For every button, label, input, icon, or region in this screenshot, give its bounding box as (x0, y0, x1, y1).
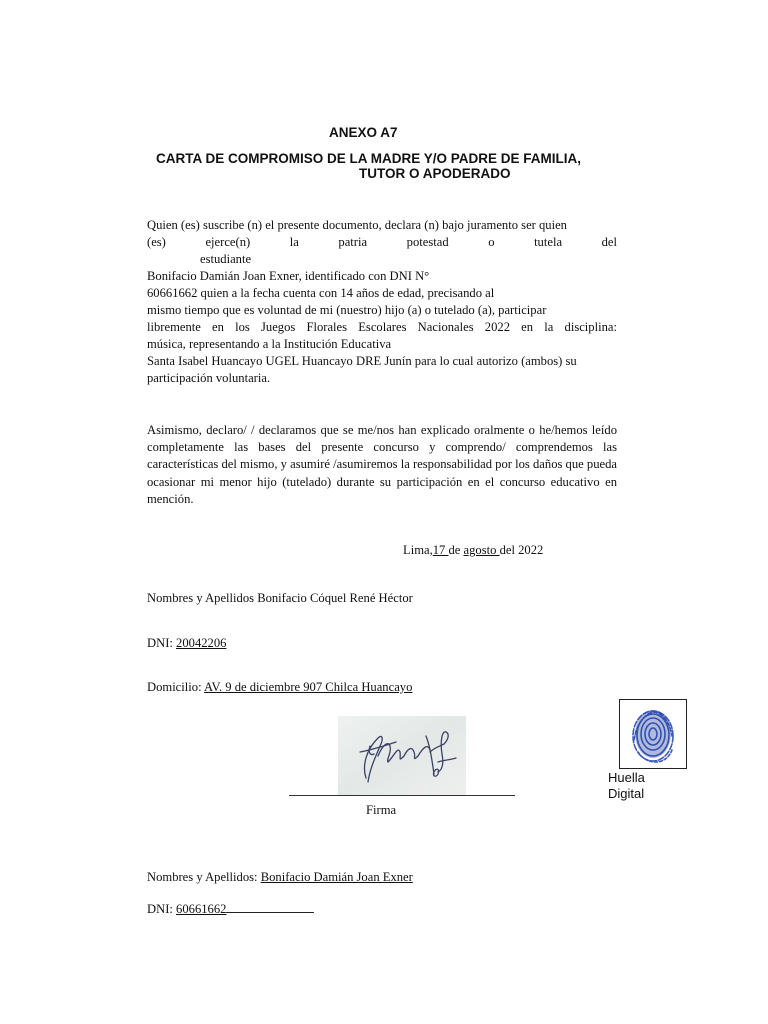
date-city: Lima, (403, 543, 433, 557)
para1-line10: participación voluntaria. (147, 371, 271, 385)
para1-line1: Quien (es) suscribe (n) el presente documento, declara (n) bajo juramento ser quien (147, 218, 567, 232)
parent-address (147, 679, 412, 696)
para1-line8: música, representando a la Institución Educativa (147, 337, 392, 351)
word: (es) (147, 235, 166, 249)
commitment-paragraph (147, 217, 617, 387)
word: tutela (534, 235, 563, 249)
dni-fill-line (226, 900, 314, 913)
parent-names: Nombres y Apellidos Bonifacio Cóquel René Héctor (147, 591, 413, 605)
date-month: agosto (463, 543, 500, 557)
parent-dni-value: 20042206 (176, 636, 227, 650)
fingerprint-label-line2: Digital (608, 786, 645, 801)
para1-line4: Bonifacio Damián Joan Exner, identificado con DNI N° (147, 269, 430, 283)
dni-label: DNI: (147, 636, 173, 650)
student-dni (147, 900, 314, 918)
word: del (601, 235, 617, 249)
para1-line6: mismo tiempo que es voluntad de mi (nuestro) hijo (a) o tutelado (a), participar (147, 303, 547, 317)
student-names (147, 869, 413, 886)
para1-line9: Santa Isabel Huancayo UGEL Huancayo DRE Junín para lo cual autorizo (ambos) su (147, 354, 577, 368)
fingerprint-icon (620, 700, 686, 768)
declaration-paragraph: Asimismo, declaro/ / declaramos que se me/nos han explicado oralmente o he/hemos leído completamente las bases del presente concurso y comprendo/ comprendemos las características del mismo, y asumiré /asumiremos la responsabilidad por los daños que pueda ocasionar mi menor hijo (tutelado) durante su participación en el concurso educativo en mención. (147, 423, 617, 506)
para1-line5: 60661662 quien a la fecha cuenta con 14 años de edad, precisando al (147, 286, 495, 300)
address-label: Domicilio: (147, 680, 202, 694)
date-day: 17 (432, 543, 449, 557)
student-names-value: Bonifacio Damián Joan Exner (260, 870, 413, 884)
date-year: del 2022 (499, 543, 544, 557)
date-de: de (448, 543, 464, 557)
signature-line (289, 795, 515, 796)
parent-address-value: AV. 9 de diciembre 907 Chilca Huancayo (204, 680, 413, 694)
para1-line2 (147, 234, 617, 251)
fingerprint-box (619, 699, 687, 769)
signature-image (338, 716, 466, 796)
word: ejerce(n) (205, 235, 251, 249)
signature-label: Firma (366, 803, 397, 817)
letter-title-line2: TUTOR O APODERADO (359, 166, 511, 181)
word: la (289, 235, 299, 249)
annex-title: ANEXO A7 (329, 125, 398, 140)
para1-line3: estudiante (200, 252, 252, 266)
letter-title-line1: CARTA DE COMPROMISO DE LA MADRE Y/O PADRE DE FAMILIA, (156, 151, 582, 166)
word: patria (338, 235, 368, 249)
date-line (403, 542, 543, 559)
student-dni-value: 60661662 (176, 902, 227, 916)
fingerprint-label (608, 770, 645, 802)
para1-line7: libremente en los Juegos Florales Escolares Nacionales 2022 en la disciplina: (147, 320, 617, 334)
word: o (488, 235, 495, 249)
student-names-label: Nombres y Apellidos: (147, 870, 258, 884)
parent-dni (147, 635, 226, 652)
student-dni-label: DNI: (147, 902, 173, 916)
word: potestad (406, 235, 449, 249)
fingerprint-label-line1: Huella (608, 770, 645, 785)
